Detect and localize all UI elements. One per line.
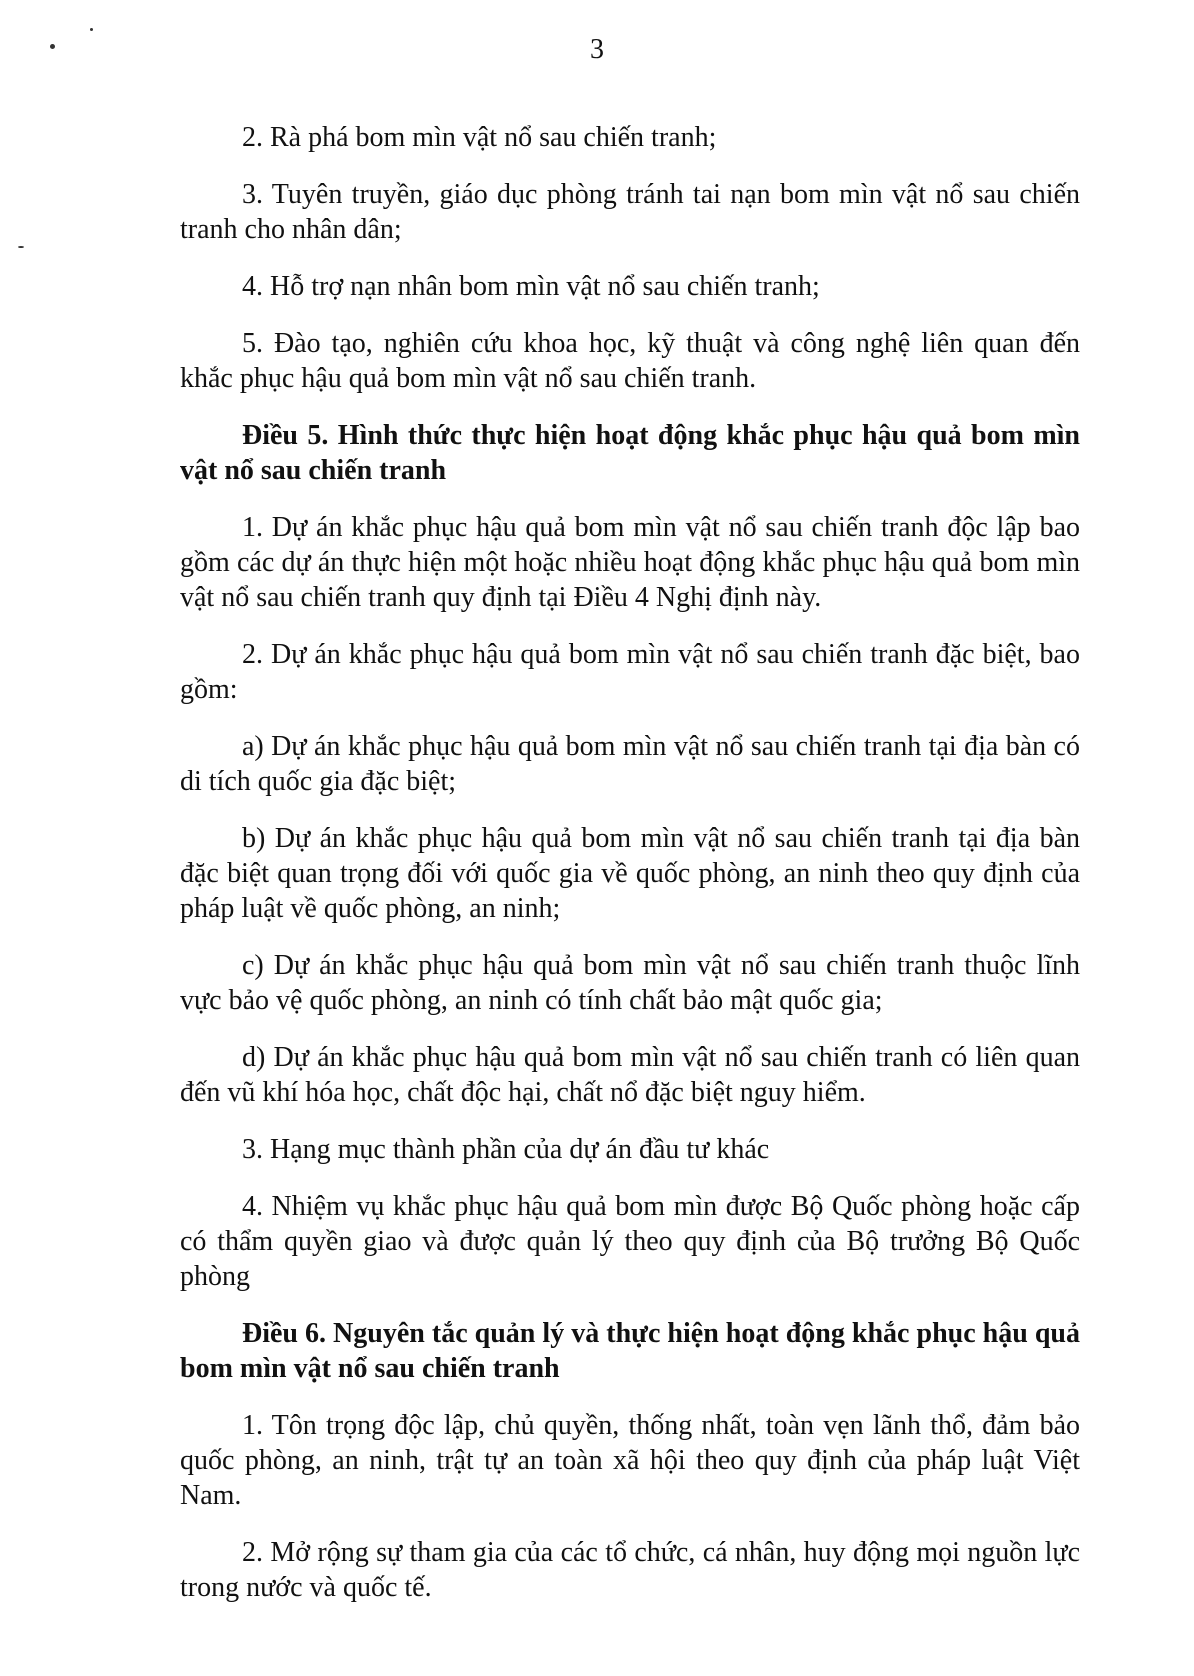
art5-point-b: b) Dự án khắc phục hậu quả bom mìn vật nổ sau chiến tranh tại địa bàn đặc biệt quan trọng đối với quốc gia về quốc phòng, an ninh theo quy định của pháp luật về quốc phòng, an ninh;	[180, 823, 1080, 924]
item-2-demining: 2. Rà phá bom mìn vật nổ sau chiến tranh;	[242, 122, 717, 153]
item-5-training: 5. Đào tạo, nghiên cứu khoa học, kỹ thuật và công nghệ liên quan đến khắc phục hậu quả bom mìn vật nổ sau chiến tranh.	[180, 328, 1080, 394]
art5-clause-2: 2. Dự án khắc phục hậu quả bom mìn vật nổ sau chiến tranh đặc biệt, bao gồm:	[180, 639, 1080, 705]
article-5-heading: Điều 5. Hình thức thực hiện hoạt động khắc phục hậu quả bom mìn vật nổ sau chiến tranh	[180, 420, 1080, 486]
art5-point-c: c) Dự án khắc phục hậu quả bom mìn vật nổ sau chiến tranh thuộc lĩnh vực bảo vệ quốc phòng, an ninh có tính chất bảo mật quốc gia;	[180, 950, 1080, 1016]
article-6-heading: Điều 6. Nguyên tắc quản lý và thực hiện hoạt động khắc phục hậu quả bom mìn vật nổ sau chiến tranh	[180, 1318, 1080, 1384]
art5-point-d: d) Dự án khắc phục hậu quả bom mìn vật nổ sau chiến tranh có liên quan đến vũ khí hóa học, chất độc hại, chất nổ đặc biệt nguy hiểm.	[180, 1042, 1080, 1108]
art5-clause-4: 4. Nhiệm vụ khắc phục hậu quả bom mìn được Bộ Quốc phòng hoặc cấp có thẩm quyền giao và được quản lý theo quy định của Bộ trưởng Bộ Quốc phòng	[180, 1191, 1080, 1292]
scan-speck	[18, 246, 24, 248]
art5-clause-3: 3. Hạng mục thành phần của dự án đầu tư khác	[242, 1134, 770, 1165]
art5-point-a: a) Dự án khắc phục hậu quả bom mìn vật nổ sau chiến tranh tại địa bàn có di tích quốc gia đặc biệt;	[180, 731, 1080, 797]
art6-clause-2: 2. Mở rộng sự tham gia của các tổ chức, cá nhân, huy động mọi nguồn lực trong nước và quốc tế.	[180, 1537, 1080, 1603]
art5-clause-1: 1. Dự án khắc phục hậu quả bom mìn vật nổ sau chiến tranh độc lập bao gồm các dự án thực hiện một hoặc nhiều hoạt động khắc phục hậu quả bom mìn vật nổ sau chiến tranh quy định tại Điều 4 Nghị định này.	[180, 512, 1080, 613]
item-3-propaganda: 3. Tuyên truyền, giáo dục phòng tránh tai nạn bom mìn vật nổ sau chiến tranh cho nhân dân;	[180, 179, 1080, 245]
scan-speck	[90, 28, 93, 31]
page-number: 3	[590, 34, 604, 65]
art6-clause-1: 1. Tôn trọng độc lập, chủ quyền, thống nhất, toàn vẹn lãnh thổ, đảm bảo quốc phòng, an ninh, trật tự an toàn xã hội theo quy định của pháp luật Việt Nam.	[180, 1410, 1080, 1511]
document-body	[180, 120, 1080, 1605]
item-4-victim-support: 4. Hỗ trợ nạn nhân bom mìn vật nổ sau chiến tranh;	[242, 271, 820, 302]
